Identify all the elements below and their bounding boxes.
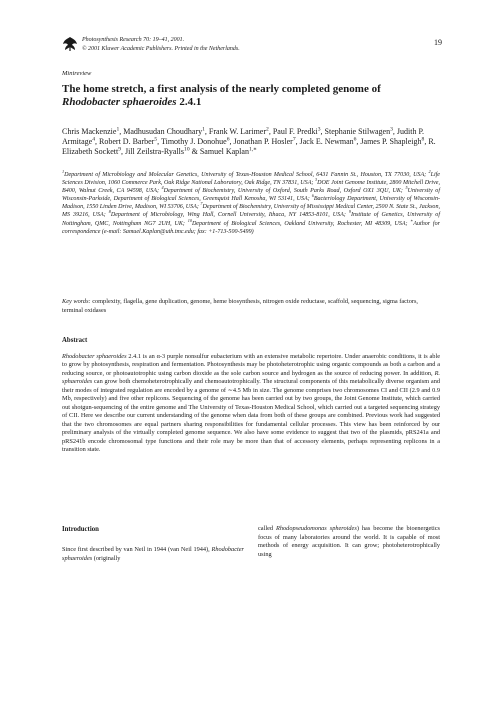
- affiliation-mark: ∗: [410, 217, 414, 223]
- author-name: Stephanie Stilwagen: [324, 127, 391, 136]
- affiliation-text: Life Sciences Division, 1060 Commerce Park, Oak Ridge National Laboratory, Oak Ridge, TN 37831, USA;: [62, 172, 440, 187]
- author-name: Robert D. Barber: [99, 137, 155, 147]
- author-affiliation-mark: 1: [202, 126, 205, 133]
- keywords: [62, 298, 440, 316]
- author-name: Judith P. Armitage: [62, 127, 425, 147]
- author-affiliation-mark: 8: [421, 136, 425, 143]
- copyright-line: © 2001 Kluwer Academic Publishers. Printed in the Netherlands.: [82, 46, 240, 52]
- intro-right-text-1: called: [258, 525, 277, 532]
- affiliation-text: Department of Microbiology, Wing Hall, Cornell University, Ithaca, NY 14853-8101, USA;: [110, 212, 349, 219]
- author-name: Paul F. Predki: [272, 127, 318, 136]
- author-name: Madhusudan Choudhary: [123, 127, 203, 136]
- page-number: 19: [434, 38, 442, 47]
- author-name: James P. Shapleigh: [360, 137, 422, 147]
- author-name: Jack E. Newman: [299, 137, 354, 147]
- author-name: R. Elizabeth Sockett: [62, 137, 436, 157]
- affiliation-mark: 2: [428, 168, 431, 174]
- title-organism: Rhodobacter sphaeroides: [62, 96, 177, 108]
- author-affiliation-mark: 7: [292, 136, 296, 143]
- author-affiliation-mark: 2: [266, 126, 269, 133]
- title-text: The home stretch, a first analysis of the nearly completed genome of: [62, 83, 381, 95]
- affiliation-text: Department of Biochemistry, University of Oxford, South Parks Road, Oxford OX1 3QU, UK;: [163, 188, 406, 195]
- affiliation-mark: 4: [161, 185, 164, 191]
- author-name: Chris Mackenzie: [62, 127, 117, 136]
- author-list: Chris Mackenzie$^1$, Madhusudan Choudhary$^1$, Frank W. Larimer$^2$, Paul F. Predki$^3$, Stephanie Stilwagen$^3$, Judith P. Armitage$^4$, Robert D. Barber$^5$, Timothy J. Donohue$^6$, Jonathan P. Hosler$^7$, Jack E. Newman$^6$, James P. Shapleigh$^8$, R. Elizabeth Sockett$^9$, Jill Zeilstra-Ryalls$^{10}$ & Samuel Kaplan$^{1,∗}$: [62, 126, 436, 157]
- affiliation-text: Department of Biological Sciences, Oakland University, Rochester, MI 48309, USA;: [191, 220, 411, 227]
- author-affiliation-mark: 1: [116, 126, 120, 133]
- author-affiliation-mark: 4: [92, 136, 96, 143]
- affiliation-mark: 10: [187, 217, 192, 223]
- affiliation-text: Author for correspondence (e-mail: Samuel.Kaplan@uth.tmc.edu; fax: +1-713-500-5499): [62, 220, 440, 235]
- publisher-tree-logo-icon: [62, 36, 78, 52]
- author-name: Jonathan P. Hosler: [233, 137, 293, 147]
- affiliation-text: Department of Biochemistry, University of Mississippi Medical Center, 2500 N. State St., Jackson, MS 39216, USA;: [62, 204, 440, 219]
- intro-right-text-2: ) has become the bioenergetics focus of many laboratories around the world. It is capable of most methods of energy acquisition. It can grow; photoheterotrophically using: [258, 525, 441, 558]
- affiliation-mark: 6: [311, 193, 314, 199]
- introduction-right-column: [258, 525, 440, 559]
- affiliation-mark: 9: [348, 209, 351, 215]
- affiliation-mark: 7: [200, 201, 203, 207]
- abstract-organism: Rhodobacter sphaeroides: [62, 353, 127, 360]
- author-affiliation-mark: 3: [317, 126, 321, 133]
- introduction-left-column: [62, 546, 244, 563]
- author-name: Timothy J. Donohue: [161, 137, 227, 147]
- intro-left-text-1: Since first described by van Neil in 1944 (van Neil 1944),: [62, 546, 212, 553]
- author-name: Samuel Kaplan: [199, 147, 249, 157]
- article-type: Minireview: [62, 70, 92, 77]
- journal-citation: Photosynthesis Research 70: 19–41, 2001.: [82, 37, 185, 43]
- affiliation-text: Department of Microbiology and Molecular Genetics, University of Texas-Houston Medical School, 6431 Fannin St., Houston, TX 77030, USA;: [64, 172, 429, 178]
- author-affiliation-mark: 5: [154, 136, 158, 143]
- affiliation-mark: 5: [405, 185, 408, 191]
- introduction-heading: Introduction: [62, 526, 99, 533]
- author-name: Jill Zeilstra-Ryalls: [125, 147, 185, 157]
- abstract-text-1: 2.4.1 is an α-3 purple nonsulfur eubacterium with an extensive metabolic repertoire. Under anaerobic conditions, it is able to grow by photosynthesis, respiration and fermentation. Photosynthesis may be photoheterotrophic using organic compounds as both a carbon and a reducing source, or photoautotrophic using carbon dioxide as the sole carbon source and hydrogen as the source of reducing power. In addition,: [62, 353, 440, 377]
- affiliation-mark: 1: [62, 168, 65, 174]
- title-strain: 2.4.1: [176, 96, 202, 108]
- abstract-organism-short: R. sphaeroides: [62, 369, 440, 386]
- affiliation-mark: 3: [314, 177, 318, 183]
- keywords-text: complexity, flagella, gene duplication, genome, heme biosynthesis, nitrogen oxide reductase, scaffold, sequencing, sigma factors, terminal oxidases: [62, 298, 418, 314]
- author-affiliation-mark: 3: [390, 126, 393, 133]
- abstract-heading: Abstract: [62, 337, 88, 344]
- affiliations: [62, 168, 441, 236]
- author-affiliation-mark: 6: [353, 136, 357, 143]
- affiliation-text: Institute of Genetics, University of Nottingham, QMC, Nottingham NG7 2UH, UK;: [62, 212, 441, 227]
- keywords-label: Key words:: [62, 298, 91, 305]
- author-affiliation-mark: 10: [184, 146, 190, 153]
- affiliation-text: Bacteriology Department, University of Wisconsin-Madison, 1550 Linden Drive, Madison, WI 53706, USA;: [62, 196, 440, 211]
- affiliation-text: DOE Joint Genome Institute, 2800 Mitchell Drive, B400, Walnut Creek, CA 94598, USA;: [62, 180, 440, 195]
- intro-left-organism: Rhodobacter sphaeroides: [62, 546, 244, 562]
- author-name: Frank W. Larimer: [208, 127, 267, 136]
- author-affiliation-mark: 1,∗: [248, 146, 257, 153]
- author-affiliation-mark: 9: [118, 146, 121, 153]
- affiliation-text: University of Wisconsin-Parkside, Department of Biological Sciences, Greenquist Hall Kenosha, WI 53141, USA;: [62, 188, 441, 203]
- intro-left-text-2: (originally: [92, 554, 121, 562]
- paper-title: [62, 83, 442, 109]
- author-affiliation-mark: 6: [226, 136, 230, 143]
- affiliation-mark: 8: [108, 209, 111, 215]
- intro-right-organism: Rhodopseudomonas spheroides: [276, 525, 357, 532]
- abstract-text-2: can grow both chemoheterotrophically and chemoautotrophically. The structural components of this metabolically diverse organism and their modes of integrated regulation are encoded by a genome of ∼4.5 Mb in size. The genome comprises two chromosomes CI and CII (2.9 and 0.9 Mb, respectively) and five other replicons. Sequencing of the genome has been carried out by two groups, the Joint Genome Institute, which carried out shotgun-sequencing of the entire genome and The University of Texas-Houston Medical School, which carried out a targeted sequencing strategy of CII. Here we describe our current understanding of the genome when data from both of these groups are combined. Previous work had suggested that the two chromosomes are equal partners sharing responsibilities for fundamental cellular processes. This view has been reinforced by our preliminary analysis of the virtually completed genome sequence. We also have some evidence to suggest that two of the plasmids, pRS241a and pRS241b encode chromosomal type functions and their role may be more than that of accessory elements, perhaps representing replicons in a transition state.: [62, 378, 440, 453]
- abstract-body: [62, 353, 440, 454]
